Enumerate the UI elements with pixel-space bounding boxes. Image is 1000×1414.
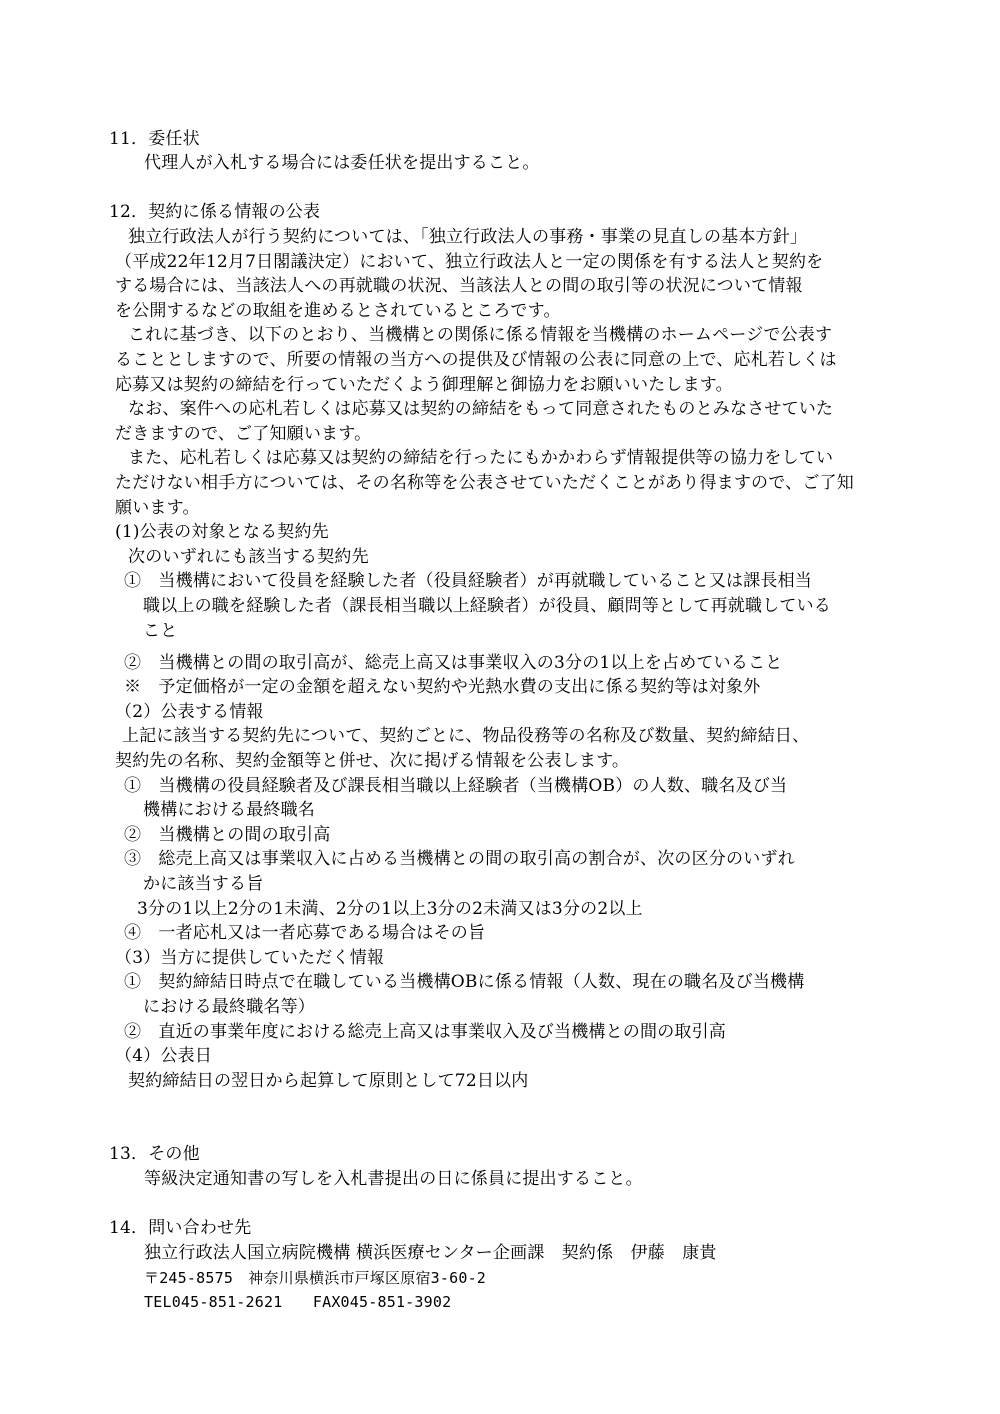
section-14-heading: 14．問い合わせ先 (109, 1218, 252, 1238)
subsection-3-heading: （3）当方に提供していただく情報 (115, 948, 385, 968)
section-12-heading: 12．契約に係る情報の公表 (109, 202, 321, 222)
list-item-continuation: における最終職名等） (143, 997, 315, 1017)
section-12-line: ただけない相手方については、その名称等を公表させていただくことがあり得ますので、ご了知 (115, 473, 854, 493)
contact-address: 〒245-8575 神奈川県横浜市戸塚区原宿3-60-2 (144, 1269, 487, 1287)
list-item: ① 当機構の役員経験者及び課長相当職以上経験者（当機構OB）の人数、職名及び当 (124, 776, 788, 796)
list-item-continuation: かに該当する旨 (143, 874, 264, 894)
list-item-continuation: 職以上の職を経験した者（課長相当職以上経験者）が役員、顧問等として再就職している (143, 596, 831, 616)
list-item: ③ 総売上高又は事業収入に占める当機構との間の取引高の割合が、次の区分のいずれ (124, 849, 795, 869)
section-12-line: 上記に該当する契約先について、契約ごとに、物品役務等の名称及び数量、契約締結日、 (122, 726, 810, 746)
list-item: ② 当機構との間の取引高 (124, 825, 331, 845)
list-item: ④ 一者応札又は一者応募である場合はその旨 (124, 923, 486, 943)
section-13-heading: 13．その他 (109, 1144, 200, 1164)
section-11-text: 代理人が入札する場合には委任状を提出すること。 (144, 153, 540, 173)
section-12-line: 独立行政法人が行う契約については、「独立行政法人の事務・事業の見直しの基本方針」 (128, 227, 808, 247)
contact-phone-fax: TEL045-851-2621 FAX045-851-3902 (144, 1293, 452, 1311)
section-11-heading: 11．委任状 (109, 129, 200, 149)
subsection-1-heading: (1)公表の対象となる契約先 (115, 522, 329, 542)
section-12-line: ることとしますので、所要の情報の当方への提供及び情報の公表に同意の上で、応札若しくは (115, 350, 837, 370)
section-12-line: を公開するなどの取組を進めるとされているところです。 (115, 301, 561, 321)
section-12-line: また、応札若しくは応募又は契約の締結を行ったにもかかわらず情報提供等の協力をしてい (128, 448, 834, 468)
subsection-2-heading: （2）公表する情報 (115, 702, 264, 722)
section-12-line: だきますので、ご了知願います。 (115, 424, 372, 444)
contact-organization: 独立行政法人国立病院機構 横浜医療センター企画課 契約係 伊藤 康貴 (144, 1243, 717, 1263)
section-12-line: 願います。 (115, 498, 200, 518)
list-item-continuation: こと (143, 621, 178, 641)
list-item: ② 直近の事業年度における総売上高又は事業収入及び当機構との間の取引高 (124, 1022, 726, 1042)
note-item: ※ 予定価格が一定の金額を超えない契約や光熱水費の支出に係る契約等は対象外 (124, 677, 761, 697)
subsection-4-heading: （4）公表日 (115, 1046, 213, 1066)
section-12-line: （平成22年12月7日閣議決定）において、独立行政法人と一定の関係を有する法人と契約を (115, 252, 824, 272)
section-12-line: これに基づき、以下のとおり、当機構との関係に係る情報を当機構のホームページで公表す (128, 325, 833, 345)
section-12-line: 契約先の名称、契約金額等と併せ、次に掲げる情報を公表します。 (115, 751, 630, 771)
list-item: ① 当機構において役員を経験した者（役員経験者）が再就職していること又は課長相当 (124, 571, 812, 591)
list-item-continuation: 3分の1以上2分の1未満、2分の1以上3分の2未満又は3分の2以上 (137, 899, 643, 919)
list-item-continuation: 機構における最終職名 (143, 800, 315, 820)
list-item: ② 当機構との間の取引高が、総売上高又は事業収入の3分の1以上を占めていること (124, 653, 783, 673)
list-item: ① 契約締結日時点で在職している当機構OBに係る情報（人数、現在の職名及び当機構 (124, 972, 805, 992)
section-12-line: 次のいずれにも該当する契約先 (128, 547, 369, 567)
section-12-line: なお、案件への応札若しくは応募又は契約の締結をもって同意されたものとみなさせていた (128, 399, 834, 419)
section-12-line: 応募又は契約の締結を行っていただくよう御理解と御協力をお願いいたします。 (115, 375, 733, 395)
section-12-line: する場合には、当該法人への再就職の状況、当該法人との間の取引等の状況について情報 (115, 276, 803, 296)
section-13-text: 等級決定通知書の写しを入札書提出の日に係員に提出すること。 (144, 1169, 643, 1189)
section-12-line: 契約締結日の翌日から起算して原則として72日以内 (128, 1071, 529, 1091)
